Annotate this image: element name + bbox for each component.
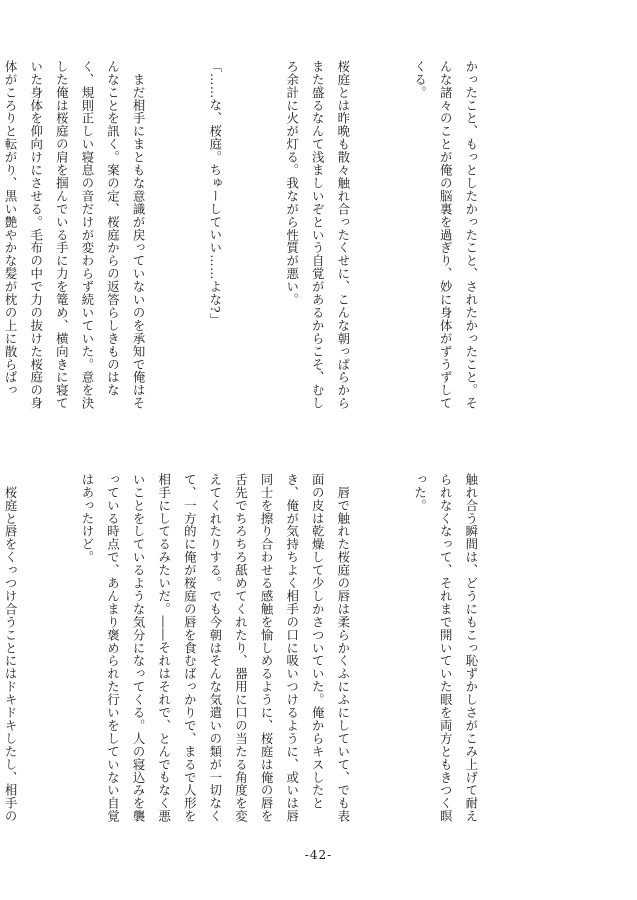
paragraph: 触れ合う瞬間は、どうにもこっ恥ずかしさがこみ上げて耐えられなくなって、それまで開いていた眼を両方ともきつく瞑った。 (412, 473, 479, 823)
lower-text-block (3, 473, 535, 828)
paragraph: 唇で触れた桜庭の唇は柔らかくふにふにしていて、でも表面の皮は乾燥して少しかさついていた。俺からキスしたとき、俺が気持ちよく相手の口に吸いつけるように、或いは唇同士を擦り合わせる感触を愉しめるように、桜庭は俺の唇を舌先でちろちろ舐めてくれたり、器用に口の当たる角度を変えてくれたりする。でも今朝はそんな気遣いの類が一切なくて、一方的に俺が桜庭の唇を食むばっかりで、まるで人形を相手にしてるみたいだ。――それはそれで、とんでもなく悪いことをしているような気分になってくる。人の寝込みを襲っている時点で、あんまり褒められた行いをしていない自覚はあったけど。 (79, 473, 351, 823)
paragraph: まだ相手にまともな意識が戻っていないのを承知で俺はそんなことを訊く。案の定、桜庭からの返答らしきものはなく、規則正しい寝息の音だけが変わらず続いていた。意を決した俺は桜庭の肩を掴んでいる手に力を篭め、横向きに寝ていた身体を仰向けにさせる。毛布の中で力の抜けた桜庭の身体がころりと転がり、黒い艶やかな髪が枕の上に散らばっ (3, 60, 147, 410)
page-number: -42- (304, 848, 333, 862)
paragraph: 桜庭と唇をくっつけ合うことにはドキドキしたし、相手の (3, 485, 19, 823)
paragraph: 桜庭とは昨晩も散々触れ合ったくせに、こんな朝っぱらからまた盛るなんて浅ましいぞという自覚があるからこそ、むしろ余計に火が灯る。我ながら性質が悪い。 (284, 60, 351, 410)
dialogue-line: 「……な、桜庭。ちゅーしていい……よな?」 (207, 60, 223, 327)
paragraph: かったこと、もっとしたかったこと、されたかったこと。そんな諸々のことが俺の脳裏を過ぎり、妙に身体がずうずしてくる。 (412, 60, 479, 410)
upper-text-block (3, 60, 535, 415)
